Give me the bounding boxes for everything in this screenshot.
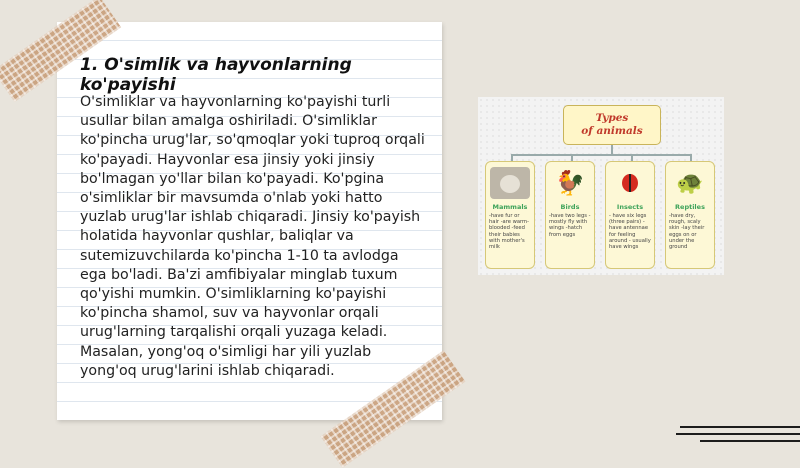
card-description: -have dry, rough, scaly skin -lay their eggs on or under the ground (669, 213, 705, 251)
card-description: -have two legs -mostly fly with wings -hatch from eggs (549, 213, 591, 238)
hen-icon: 🐓 (555, 169, 585, 197)
decorative-line-2 (676, 433, 800, 435)
slide-body-text: O'simliklar va hayvonlarning ko'payishi turli usullar bilan amalga oshiriladi. O'simliklar ko'pincha urug'lar, so'qmoqlar yoki tuproq orqali ko'payadi. Hayvonlar esa jinsiy yoki jinsiy bo'lmagan yo'llar bilan ko'payadi. Ko'pgina o'simliklar bir mavsumda o'nlab yoki hatto yuzlab urug'lar ishlab chiqaradi. Jinsiy ko'payish holatida hayvonlar qushlar, baliqlar va sutemizuvchilarda ko'pincha 1-10 ta avlodga ega bo'ladi. Ba'zi amfibiyalar minglab tuxum qo'yishi mumkin. O'simliklarning ko'payishi ko'pincha shamol, suv va hayvonlar orqali urug'larning tarqalishi orqali yuzaga keladi. Masalan, yong'oq o'simligi har yili yuzlab yong'oq urug'larini ishlab chiqaradi. (80, 94, 425, 379)
diagram-title-line2: of animals (581, 125, 643, 137)
card-title: Mammals (492, 203, 528, 211)
turtle-icon: 🐢 (676, 170, 704, 196)
diagram-title-line1: Types (595, 112, 629, 124)
types-of-animals-diagram (478, 97, 724, 275)
card-description: - have six legs (three pairs) - have antennae for feeling around - usually have wings (609, 213, 651, 251)
card-birds (545, 161, 595, 269)
card-title: Reptiles (675, 203, 705, 211)
connector-bar (511, 154, 691, 156)
card-mammals (485, 161, 535, 269)
diagram-title-box (563, 105, 661, 145)
card-reptiles (665, 161, 715, 269)
slide-title: 1. O'simlik va hayvonlarning ko'payishi (80, 55, 352, 95)
decorative-line-3 (700, 440, 800, 442)
ladybug-icon (622, 174, 638, 192)
card-title: Insects (616, 203, 644, 211)
card-title: Birds (560, 203, 580, 211)
card-insects (605, 161, 655, 269)
decorative-line-1 (680, 426, 800, 428)
card-description: -have fur or hair -are warm-blooded -feed their babies with mother's milk (489, 213, 529, 251)
cat-icon (490, 167, 530, 199)
